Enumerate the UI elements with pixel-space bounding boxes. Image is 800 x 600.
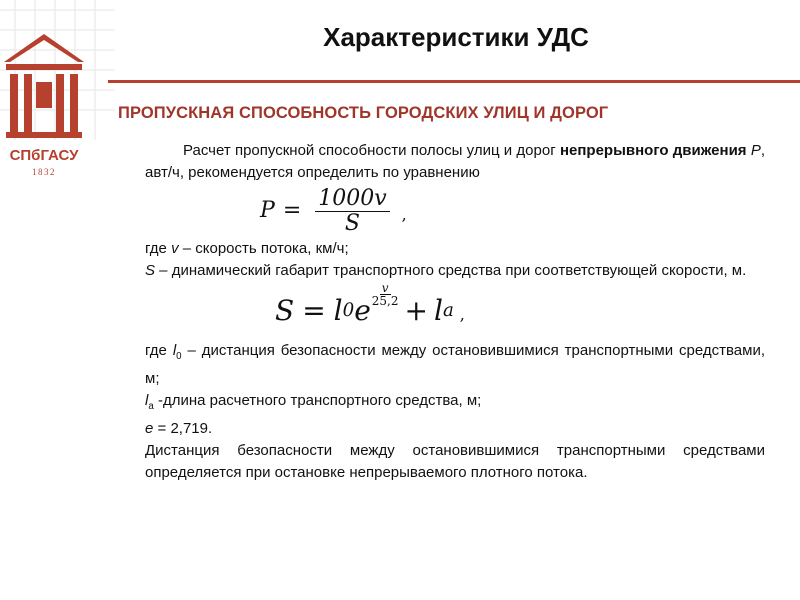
slide-title: Характеристики УДС xyxy=(323,22,589,52)
definition-speed: где v – скорость потока, км/ч; xyxy=(145,240,349,257)
university-logo xyxy=(0,20,88,180)
capacity-fraction: $\frac{1000v}{S}$ xyxy=(315,187,389,236)
slide-body xyxy=(145,140,765,484)
definition-safety-distance: где $l_0$ – дистанция безопасности между остановившимися транспортными средствами, м; xyxy=(145,342,765,387)
definition-dynamic-size: S – динамический габарит транспортного средства при соответствующей скорости, м. xyxy=(145,262,747,279)
dynamic-size-formula: S = l 0 e v 25,2 + l a , xyxy=(275,281,465,327)
section-subtitle: ПРОПУСКНАЯ СПОСОБНОСТЬ ГОРОДСКИХ УЛИЦ И ДОРОГ xyxy=(118,104,609,122)
capacity-formula: P = $\frac{1000v}{S}$ , xyxy=(260,185,407,236)
definition-e-constant: e = 2,719. xyxy=(145,420,213,437)
exponent-fraction: v 25,2 xyxy=(371,281,399,308)
logo-text: СПбГАСУ xyxy=(9,147,79,164)
closing-paragraph: Дистанция безопасности между остановившимися транспортными средствами определяется при остановке непрерываемого плотного потока. xyxy=(145,442,765,481)
logo-year: 1832 xyxy=(32,167,56,177)
definition-vehicle-length: $l_a$ -длина расчетного транспортного средства, м; xyxy=(145,392,482,412)
title-divider xyxy=(108,80,800,83)
intro-paragraph: Расчет пропускной способности полосы улиц и дорог непрерывного движения P, авт/ч, рекомендуется определить по уравнению xyxy=(145,142,765,181)
